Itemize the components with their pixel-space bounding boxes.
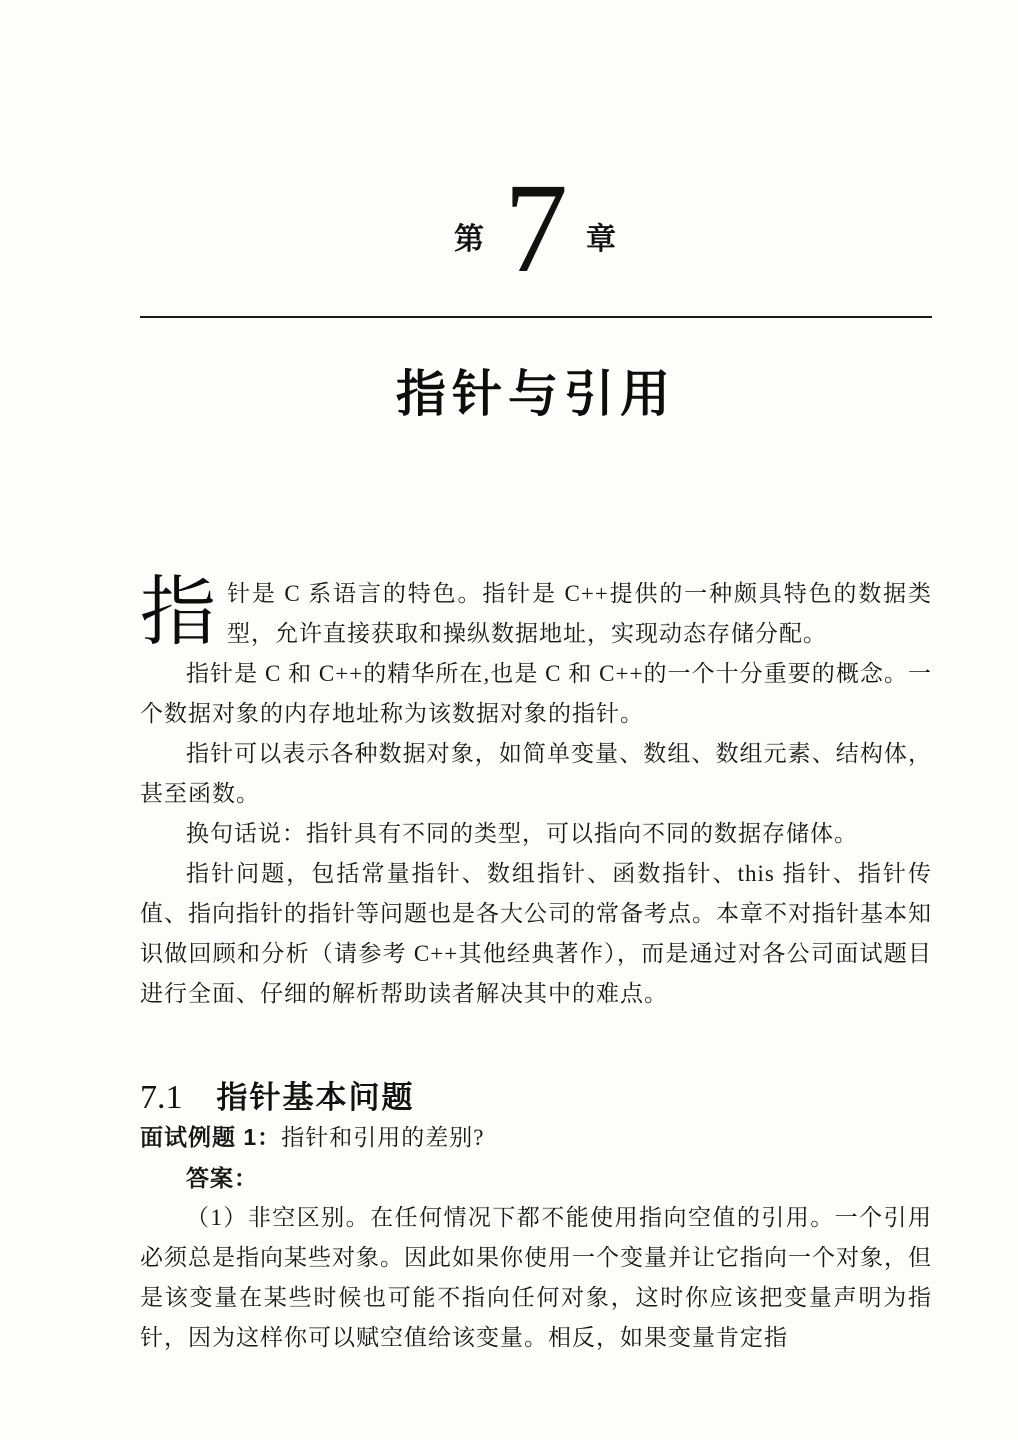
- intro-paragraph: 指针可以表示各种数据对象，如简单变量、数组、数组元素、结构体，甚至函数。: [140, 740, 932, 806]
- intro-paragraph: 指针是 C 和 C++的精华所在,也是 C 和 C++的一个十分重要的概念。一个数据对象的内存地址称为该数据对象的指针。: [140, 660, 932, 726]
- intro-paragraph-dropcap: [140, 570, 932, 655]
- intro-first-text: 针是 C 系语言的特色。指针是 C++提供的一种颇具特色的数据类型，允许直接获取和操纵数据地址，实现动态存储分配。: [227, 580, 932, 646]
- section-number: 7.1: [140, 1078, 183, 1116]
- chapter-title: 指针与引用: [396, 365, 676, 422]
- question-text: 指针和引用的差别?: [281, 1124, 485, 1150]
- chapter-heading: [140, 157, 932, 299]
- chapter-divider-rule: [140, 316, 932, 318]
- dropcap-character: 指: [140, 570, 217, 655]
- chapter-number: 7: [504, 157, 568, 299]
- section-title: 指针基本问题: [216, 1079, 415, 1115]
- page-content: [140, 0, 932, 1358]
- interview-question: [140, 1117, 932, 1158]
- intro-paragraph: 指针问题，包括常量指针、数组指针、函数指针、this 指针、指针传值、指向指针的指针等问题也是各大公司的常备考点。本章不对指针基本知识做回顾和分析（请参考 C++其他经典著作），而是通过对各公司面试题目进行全面、仔细的解析帮助读者解决其中的难点。: [140, 860, 932, 1006]
- chapter-prefix: 第: [454, 222, 486, 256]
- intro-section: [140, 570, 932, 1014]
- intro-paragraph: 换句话说：指针具有不同的类型，可以指向不同的数据存储体。: [186, 820, 858, 846]
- chapter-suffix: 章: [586, 222, 618, 256]
- section-heading: [140, 1072, 932, 1117]
- answer-paragraph: （1）非空区别。在任何情况下都不能使用指向空值的引用。一个引用必须总是指向某些对象。因此如果你使用一个变量并让它指向一个对象，但是该变量在某些时候也可能不指向任何对象，这时你应该把变量声明为指针，因为这样你可以赋空值给该变量。相反，如果变量肯定指: [140, 1204, 932, 1350]
- question-label: 面试例题 1：: [140, 1123, 282, 1150]
- answer-label: 答案：: [186, 1164, 258, 1191]
